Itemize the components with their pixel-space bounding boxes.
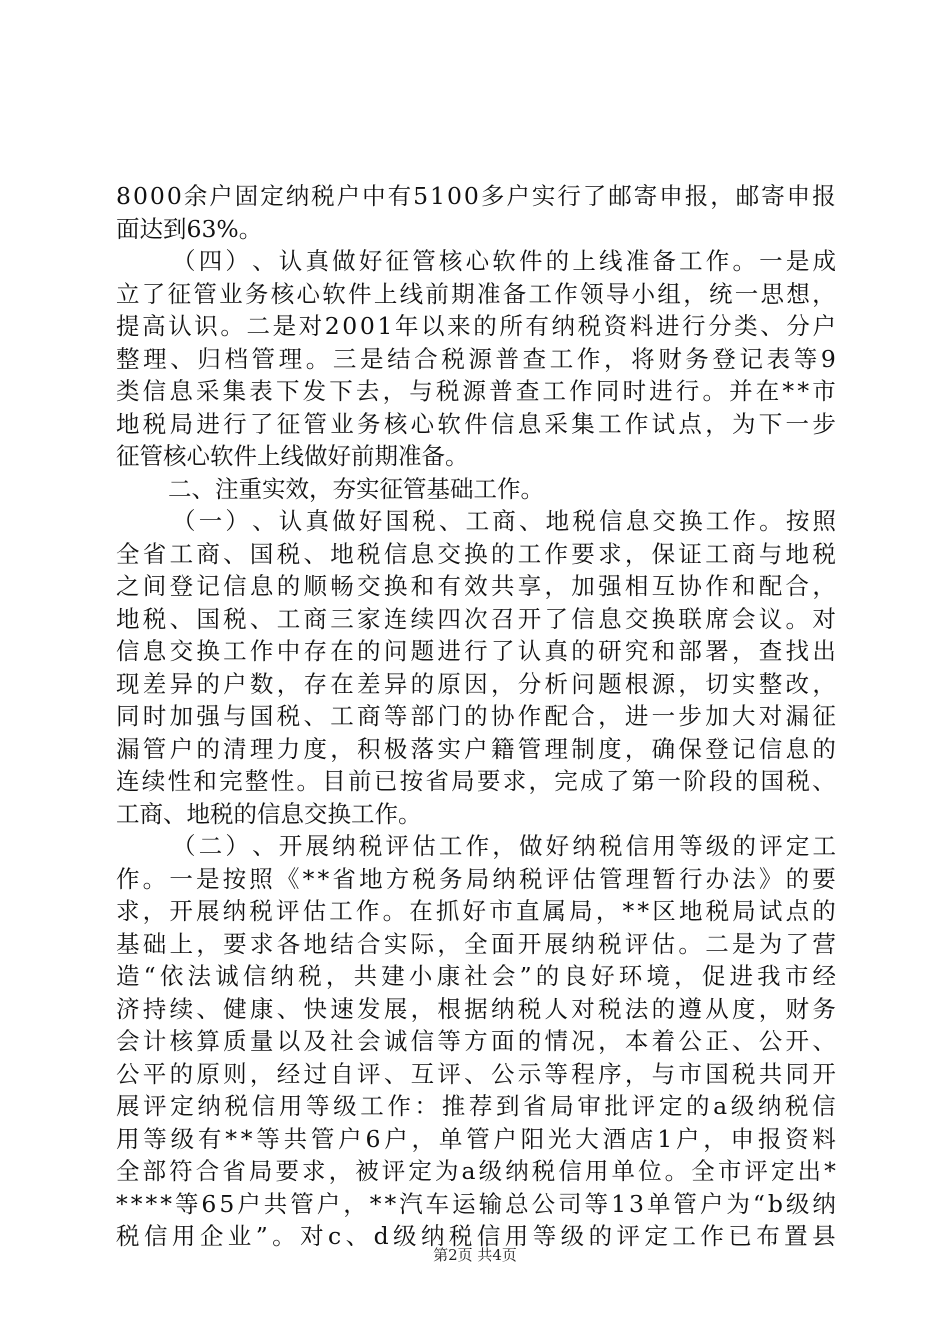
text-line: 全 省 工 商 、 国 税 、 地 税 信 息 交 换 的 工 作 要 求 ， 保 证 工 商 与 地 税	[116, 539, 836, 568]
paragraph-start-line: （ 二 ） 、 开 展 纳 税 评 估 工 作 ， 做 好 纳 税 信 用 等 级 的 评 定 工	[172, 832, 836, 860]
text-line: 展 评 定 纳 税 信 用 等 级 工 作 ： 推 荐 到 省 局 审 批 评 定 的 a 级 纳 税 信	[116, 1092, 836, 1120]
paragraph-start-line: （ 一 ） 、 认 真 做 好 国 税 、 工 商 、 地 税 信 息 交 换 工 作 。 按 照	[172, 507, 836, 535]
text-line: * * * * 等 6 5 户 共 管 户 ， * * 汽 车 运 输 总 公 司 等 1 3 单 管 户 为 “ b 级 纳	[116, 1189, 836, 1218]
text-line: 提 高 认 识 。 二 是 对 2 0 0 1 年 以 来 的 所 有 纳 税 资 料 进 行 分 类 、 分 户	[116, 312, 836, 340]
body-text	[116, 180, 836, 1253]
text-line: 造 “ 依 法 诚 信 纳 税 ， 共 建 小 康 社 会 ” 的 良 好 环 境 ， 促 进 我 市 经	[116, 962, 836, 990]
text-line: 地 税 、 国 税 、 工 商 三 家 连 续 四 次 召 开 了 信 息 交 换 联 席 会 议 。 对	[116, 604, 836, 633]
page-footer: 第2页 共4页	[433, 1246, 517, 1264]
text-line: 面达到63%。	[116, 214, 263, 243]
text-line: 工商、地税的信息交换工作。	[116, 799, 422, 828]
paragraph-start-line: （ 四 ） 、 认 真 做 好 征 管 核 心 软 件 的 上 线 准 备 工 作 。 一 是 成	[172, 247, 836, 275]
text-line: 信 息 交 换 工 作 中 存 在 的 问 题 进 行 了 认 真 的 研 究 和 部 署 ， 查 找 出	[116, 637, 836, 665]
text-line: 公 平 的 原 则 ， 经 过 自 评 、 互 评 、 公 示 等 程 序 ， 与 市 国 税 共 同 开	[116, 1059, 836, 1088]
text-line: 漏 管 户 的 清 理 力 度 ， 积 极 落 实 户 籍 管 理 制 度 ， 确 保 登 记 信 息 的	[116, 734, 836, 763]
text-line: 作 。 一 是 按 照 《 * * 省 地 方 税 务 局 纳 税 评 估 管 理 暂 行 办 法 》 的 要	[116, 864, 836, 893]
text-line: 税 信 用 企 业 ” 。 对 c 、 d 级 纳 税 信 用 等 级 的 评 定 工 作 已 布 置 县	[116, 1222, 836, 1250]
text-line: 8 0 0 0 余 户 固 定 纳 税 户 中 有 5 1 0 0 多 户 实 行 了 邮 寄 申 报 ， 邮 寄 申 报	[116, 182, 836, 210]
text-line: 之 间 登 记 信 息 的 顺 畅 交 换 和 有 效 共 享 ， 加 强 相 互 协 作 和 配 合 ，	[116, 572, 836, 600]
text-line: 全 部 符 合 省 局 要 求 ， 被 评 定 为 a 级 纳 税 信 用 单 位 。 全 市 评 定 出 *	[116, 1157, 836, 1185]
text-line: 同 时 加 强 与 国 税 、 工 商 等 部 门 的 协 作 配 合 ， 进 一 步 加 大 对 漏 征	[116, 702, 836, 730]
text-line: 济 持 续 、 健 康 、 快 速 发 展 ， 根 据 纳 税 人 对 税 法 的 遵 从 度 ， 财 务	[116, 994, 836, 1023]
text-line: 类 信 息 采 集 表 下 发 下 去 ， 与 税 源 普 查 工 作 同 时 进 行 。 并 在 * * 市	[116, 377, 836, 405]
text-line: 征管核心软件上线做好前期准备。	[116, 442, 469, 470]
text-line: 立 了 征 管 业 务 核 心 软 件 上 线 前 期 准 备 工 作 领 导 小 组 ， 统 一 思 想 ，	[116, 279, 836, 308]
text-line: 整 理 、 归 档 管 理 。 三 是 结 合 税 源 普 查 工 作 ， 将 财 务 登 记 表 等 9	[116, 344, 836, 373]
text-line: 地 税 局 进 行 了 征 管 业 务 核 心 软 件 信 息 采 集 工 作 试 点 ， 为 下 一 步	[116, 409, 836, 438]
text-line: 会 计 核 算 质 量 以 及 社 会 诚 信 等 方 面 的 情 况 ， 本 着 公 正 、 公 开 、	[116, 1027, 836, 1055]
section-heading: 二、注重实效，夯实征管基础工作。	[168, 474, 544, 503]
text-line: 现 差 异 的 户 数 ， 存 在 差 异 的 原 因 ， 分 析 问 题 根 源 ， 切 实 整 改 ，	[116, 669, 836, 698]
text-line: 基 础 上 ， 要 求 各 地 结 合 实 际 ， 全 面 开 展 纳 税 评 估 。 二 是 为 了 营	[116, 929, 836, 958]
text-line: 连 续 性 和 完 整 性 。 目 前 已 按 省 局 要 求 ， 完 成 了 第 一 阶 段 的 国 税 、	[116, 767, 836, 795]
text-line: 用 等 级 有 * * 等 共 管 户 6 户 ， 单 管 户 阳 光 大 酒 店 1 户 ， 申 报 资 料	[116, 1124, 836, 1153]
text-line: 求 ， 开 展 纳 税 评 估 工 作 。 在 抓 好 市 直 属 局 ， * * 区 地 税 局 试 点 的	[116, 897, 836, 925]
